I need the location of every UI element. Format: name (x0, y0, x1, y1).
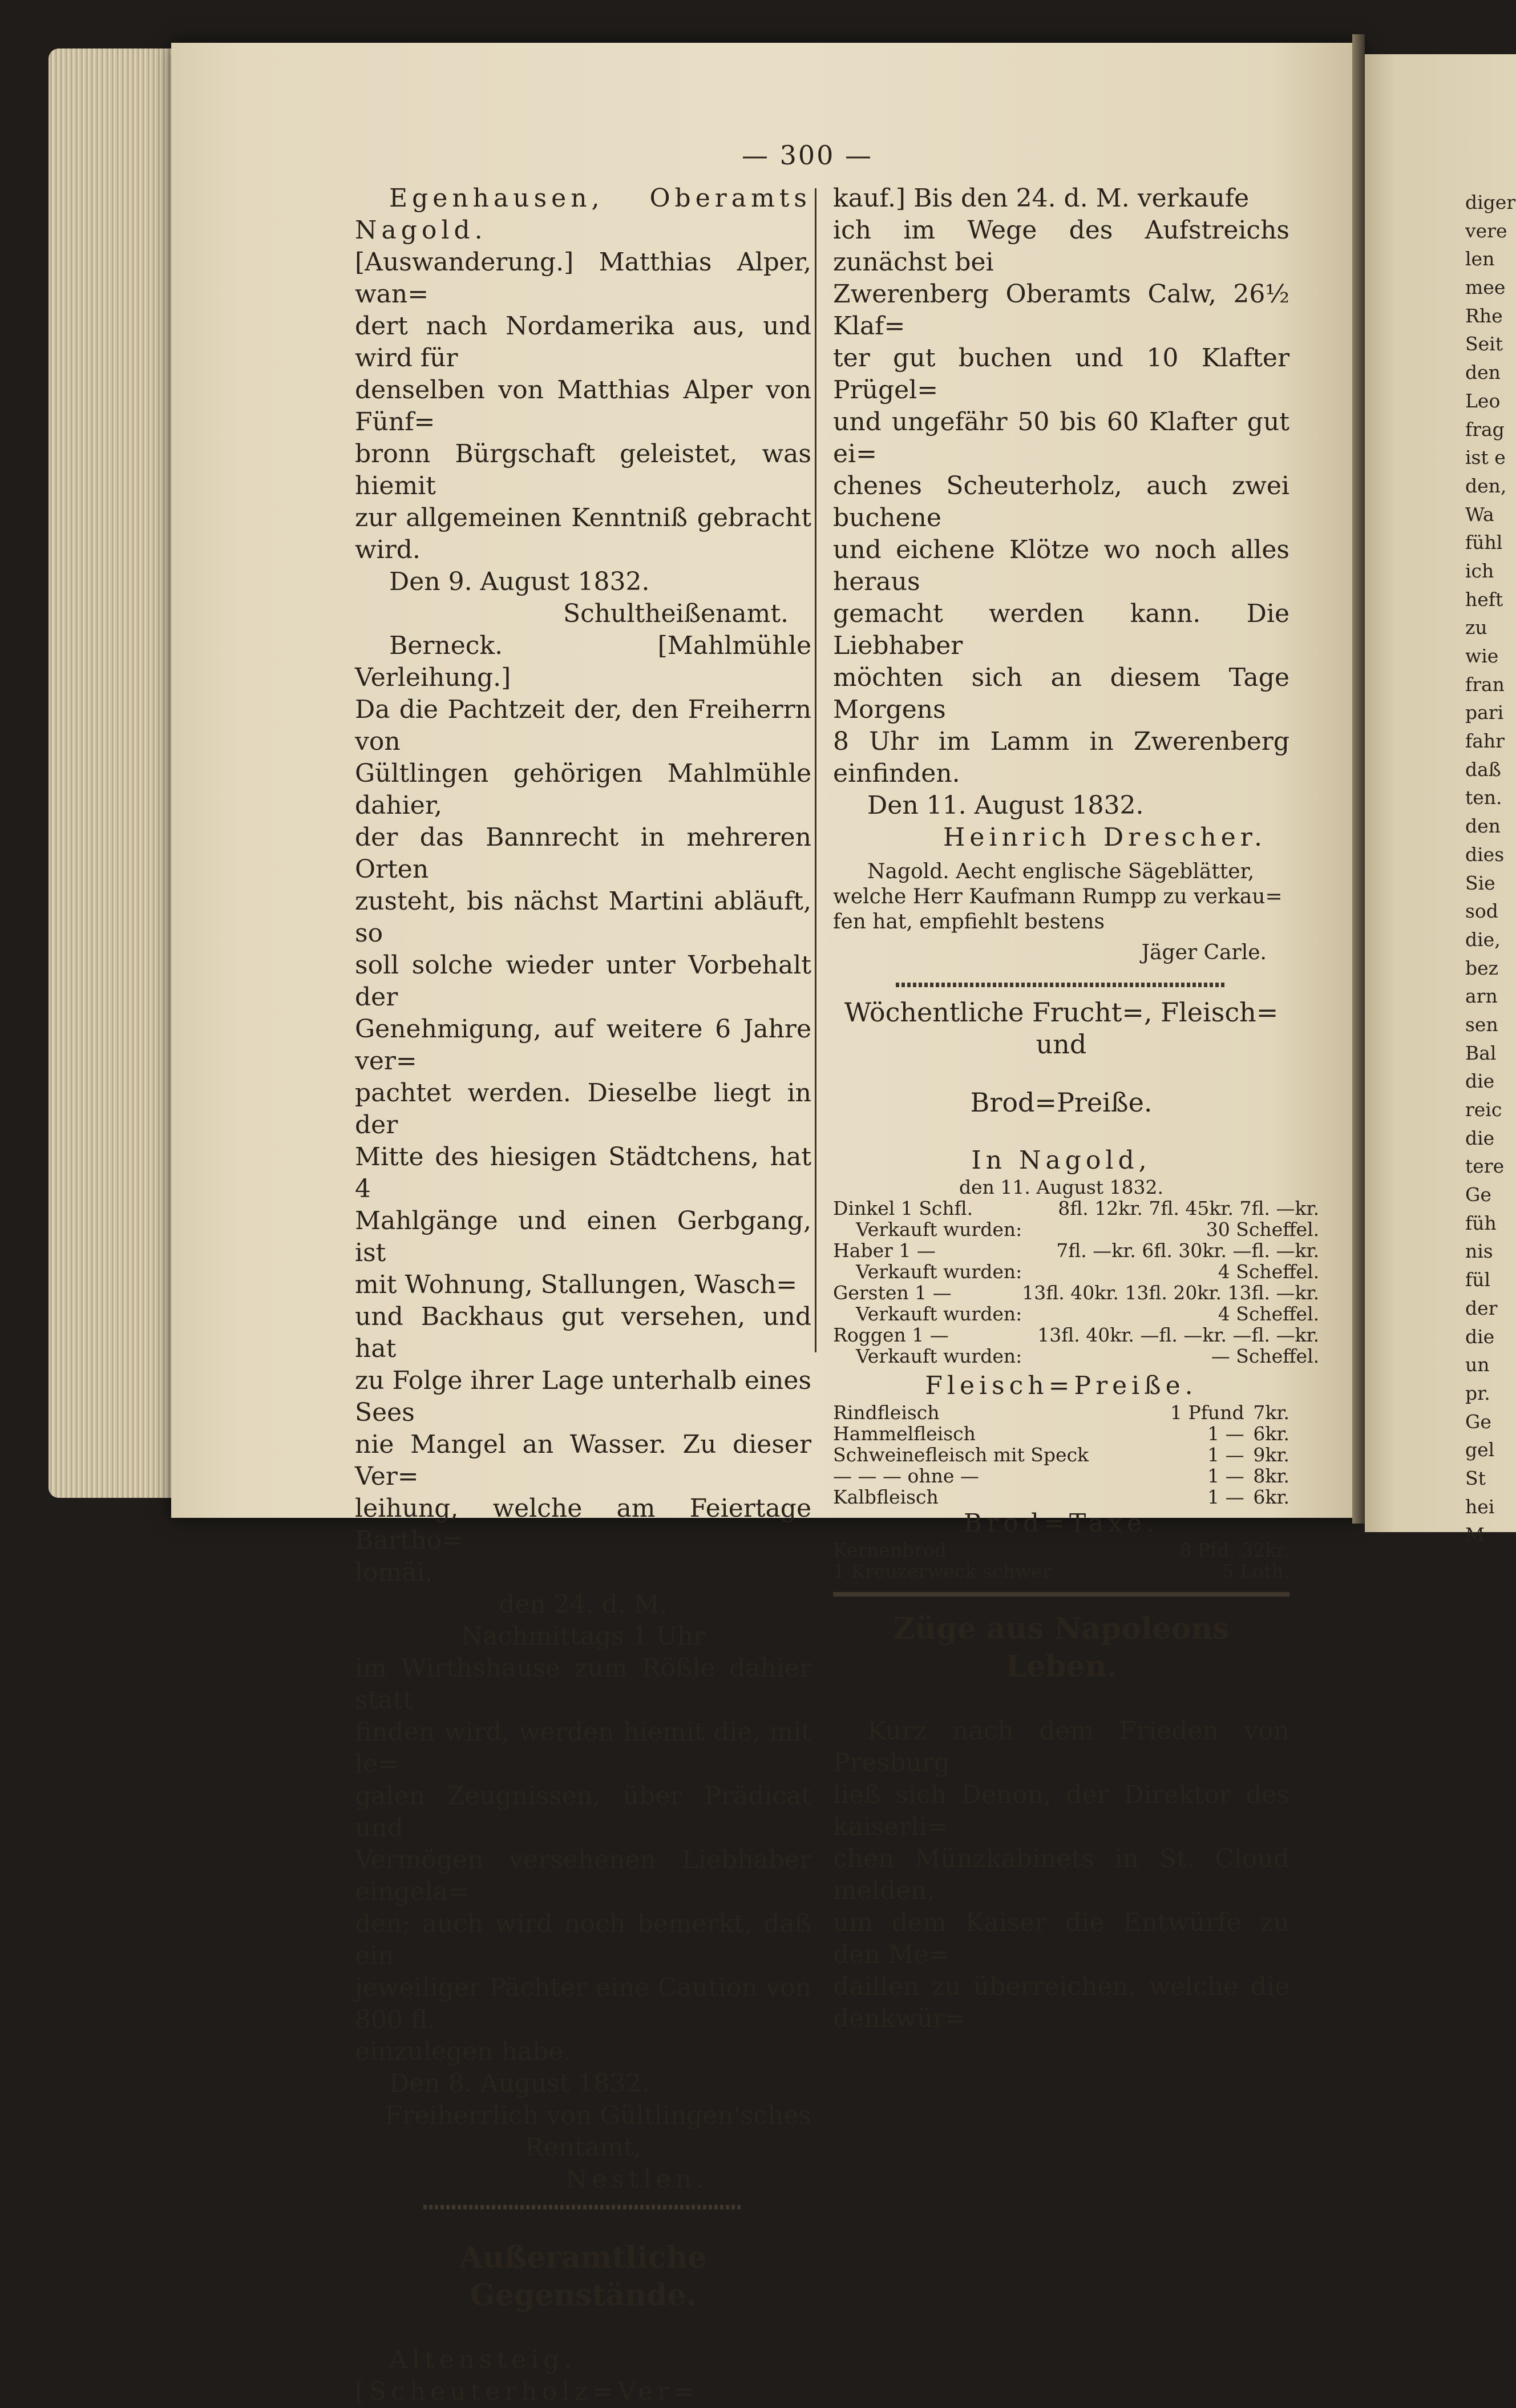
prices-heading-2: Brod=Preiße. (970, 1087, 1153, 1118)
meat-unit: 1 — (1207, 1465, 1244, 1487)
bread-heading: Brod=Taxe. (964, 1509, 1159, 1538)
text-line: zur allgemeinen Kenntniß gebracht wird. (355, 503, 811, 564)
grain-sold-label: Verkauft wurden: (856, 1260, 1022, 1283)
berneck-signature-2: Rentamt, (524, 2133, 642, 2162)
text-line: ich im Wege des Aufstreichs zunächst bei (833, 216, 1289, 277)
grain-sold-qty: 4 Scheffel. (1218, 1260, 1320, 1283)
fragment: len (1465, 248, 1495, 270)
text-line: mit Wohnung, Stallungen, Wasch= (355, 1270, 798, 1299)
fragment: die, (1465, 928, 1501, 951)
fragment: mee (1465, 276, 1506, 299)
text-line: zusteht, bis nächst Martini abläuft, so (355, 887, 811, 948)
fragment: bez (1465, 956, 1499, 979)
grain-name: Dinkel 1 Schfl. (833, 1197, 973, 1219)
text-line: kauf.] Bis den 24. d. M. verkaufe (833, 184, 1250, 213)
meat-unit: 1 — (1207, 1486, 1244, 1508)
berneck-notice (355, 694, 811, 1589)
fragment: frag (1465, 418, 1505, 441)
fragment: pr. (1465, 1381, 1490, 1404)
fragment: fahr (1465, 730, 1505, 753)
text-line: lomäi, (355, 1558, 433, 1587)
text-line: einzulegen habe. (355, 2037, 572, 2066)
grain-row (833, 1324, 1319, 1346)
grain-sold-row (833, 1303, 1319, 1324)
fragment: füh (1465, 1211, 1497, 1234)
text-line: Da die Pachtzeit der, den Freiherrn von (355, 695, 811, 756)
fragment: ich (1465, 559, 1494, 582)
egenhausen-signature: Schultheißenamt. (563, 599, 789, 628)
berneck-date: Den 8. August 1832. (389, 2069, 650, 2098)
meat-unit: 1 Pfund (1170, 1401, 1244, 1424)
fragment: zu (1465, 616, 1487, 639)
fragment: den, (1465, 474, 1507, 497)
text-line: bronn Bürgschaft geleistet, was hiemit (355, 439, 811, 500)
grain-sold-row (833, 1346, 1319, 1367)
fragment: hei (1465, 1495, 1495, 1518)
text-line: und eichene Klötze wo noch alles heraus (833, 535, 1289, 596)
fragment: reic (1465, 1098, 1502, 1121)
grain-sold-label: Verkauft wurden: (856, 1345, 1022, 1367)
fragment: wie (1465, 645, 1499, 667)
grain-prices: 13fl. 40kr. —fl. —kr. —fl. —kr. (1037, 1324, 1320, 1346)
column-divider (815, 188, 816, 1352)
berneck-signature-3: Nestlen. (565, 2165, 709, 2194)
grain-sold-row (833, 1219, 1319, 1240)
fragment: fühl (1465, 531, 1503, 554)
grain-sold-label: Verkauft wurden: (856, 1218, 1022, 1241)
bread-row (833, 1540, 1289, 1561)
text-line: ter gut buchen und 10 Klafter Prügel= (833, 344, 1289, 405)
fragment: gel (1465, 1439, 1495, 1461)
meat-row (833, 1423, 1289, 1444)
bread-amount: 5 Loth. (1222, 1560, 1289, 1582)
text-line: im Wirthshause zum Rößle dahier statt (355, 1654, 811, 1715)
egenhausen-notice (355, 247, 811, 566)
fragment: fül (1465, 1268, 1491, 1291)
fragment: Sie (1465, 871, 1495, 894)
text-line: Genehmigung, auf weitere 6 Jahre ver= (355, 1015, 811, 1076)
grain-row (833, 1282, 1319, 1303)
fragment: Seit (1465, 333, 1503, 355)
berneck-notice-continued (355, 1653, 811, 2068)
meat-unit: 1 — (1207, 1444, 1244, 1466)
meat-row (833, 1402, 1289, 1423)
fragment: sen (1465, 1013, 1498, 1036)
fragment: Rhe (1465, 304, 1503, 327)
text-line: Gültlingen gehörigen Mahlmühle dahier, (355, 759, 811, 820)
grain-sold-qty: 4 Scheffel. (1218, 1303, 1320, 1325)
page-number: — 300 — (742, 140, 874, 171)
grain-prices: 13fl. 40kr. 13fl. 20kr. 13fl. —kr. (1022, 1282, 1320, 1304)
egenhausen-place: Egenhausen, Oberamts Nagold. (355, 184, 811, 245)
meat-name: Schweinefleisch mit Speck (833, 1444, 1089, 1466)
text-line: finden wird, werden hiemit die, mit le= (355, 1718, 811, 1779)
right-column (833, 183, 1320, 2035)
grain-name: Roggen 1 — (833, 1324, 949, 1346)
egenhausen-date: Den 9. August 1832. (389, 567, 650, 596)
altensteig-notice (833, 183, 1289, 790)
bread-name: Kernenbrod (833, 1539, 947, 1561)
text-line: welche Herr Kaufmann Rumpp zu verkau= (833, 885, 1283, 908)
text-line: Vermögen versehenen Liebhaber eingela= (355, 1845, 811, 1906)
meat-name: Hammelfleisch (833, 1423, 976, 1445)
fragment: diger (1465, 191, 1516, 213)
next-page-text-fragments (1465, 188, 1516, 1549)
text-line: nie Mangel an Wasser. Zu dieser Ver= (355, 1430, 811, 1491)
fragment: vere (1465, 219, 1507, 242)
berneck-heading: Berneck. [Mahlmühle Verleihung.] (355, 631, 811, 692)
text-line: chenes Scheuterholz, auch zwei buchene (833, 471, 1289, 532)
section-rule (833, 1592, 1289, 1597)
grain-sold-row (833, 1261, 1319, 1282)
nagold-notice (833, 859, 1289, 965)
fragment: heft (1465, 588, 1503, 611)
text-line: fen hat, empfiehlt bestens (833, 910, 1105, 934)
fragment: die (1465, 1325, 1495, 1348)
grain-row (833, 1240, 1319, 1261)
book-gutter (1352, 34, 1365, 1524)
ornamental-rule (423, 2205, 743, 2209)
grain-sold-qty: 30 Scheffel. (1206, 1218, 1320, 1241)
fragment: M (1465, 1524, 1485, 1546)
meat-price: 8kr. (1253, 1465, 1289, 1487)
fragment: tere (1465, 1155, 1505, 1178)
fragment: arn (1465, 985, 1498, 1008)
text-line: den; auch wird noch bemerkt, daß ein (355, 1909, 811, 1970)
bread-row (833, 1561, 1289, 1582)
meat-row (833, 1444, 1289, 1465)
fragment: sod (1465, 900, 1498, 923)
altensteig-heading: Altensteig. [Scheuterholz=Ver= (355, 2345, 700, 2406)
text-line: daillen zu überreichen, welche die denkwür= (833, 1972, 1289, 2033)
fragment: der (1465, 1296, 1498, 1319)
text-line: gemacht werden kann. Die Liebhaber (833, 599, 1289, 660)
fragment: pari (1465, 701, 1504, 724)
text-line: Mitte des hiesigen Städtchens, hat 4 (355, 1142, 811, 1203)
fragment: den (1465, 361, 1501, 384)
meat-name: — — — ohne — (833, 1465, 979, 1487)
fragment: Ge (1465, 1183, 1491, 1206)
meat-row (833, 1486, 1289, 1508)
meat-name: Rindfleisch (833, 1401, 940, 1424)
fragment: fran (1465, 673, 1505, 696)
bread-price-table (833, 1540, 1289, 1582)
grain-row (833, 1198, 1319, 1219)
nagold-signature: Jäger Carle. (1141, 941, 1267, 964)
meat-unit: 1 — (1207, 1423, 1244, 1445)
text-line: Nagold. Aecht englische Sägeblätter, (867, 860, 1255, 883)
text-line: [Auswanderung.] Matthias Alper, wan= (355, 248, 811, 309)
berneck-center-date: den 24. d. M. (499, 1590, 668, 1619)
meat-price: 6kr. (1253, 1486, 1289, 1508)
berneck-center-time: Nachmittags 1 Uhr (460, 1622, 706, 1651)
prices-date: den 11. August 1832. (959, 1176, 1163, 1198)
section-heading: Außeramtliche Gegenstände. (459, 2240, 707, 2313)
fragment: nis (1465, 1240, 1493, 1263)
text-line: und ungefähr 50 bis 60 Klafter gut ei= (833, 407, 1289, 468)
grain-name: Haber 1 — (833, 1239, 936, 1262)
prices-place: In Nagold, (971, 1146, 1151, 1175)
fragment: die (1465, 1070, 1495, 1093)
fragment: St (1465, 1466, 1486, 1489)
text-line: denselben von Matthias Alper von Fünf= (355, 375, 811, 437)
altensteig-signature: Heinrich Drescher. (943, 823, 1267, 852)
fragment: dies (1465, 843, 1505, 866)
bread-name: 1 Kreuzerweck schwer (833, 1560, 1052, 1582)
meat-price: 9kr. (1253, 1444, 1289, 1466)
meat-row (833, 1465, 1289, 1486)
berneck-signature-1: Freiherrlich von Gültlingen'sches (385, 2101, 811, 2130)
fragment: die (1465, 1126, 1495, 1149)
text-line: chen Münzkabinets in St. Cloud melden, (833, 1844, 1289, 1905)
fragment: un (1465, 1354, 1490, 1376)
napoleon-article (833, 1715, 1289, 2035)
ornamental-rule (896, 983, 1227, 987)
grain-name: Gersten 1 — (833, 1282, 952, 1304)
grain-prices: 7fl. —kr. 6fl. 30kr. —fl. —kr. (1056, 1239, 1320, 1262)
fragment: den (1465, 815, 1501, 838)
fragment: ten. (1465, 786, 1502, 809)
napoleon-heading: Züge aus Napoleons Leben. (893, 1611, 1230, 1684)
text-line: pachtet werden. Dieselbe liegt in der (355, 1078, 811, 1140)
text-line: der das Bannrecht in mehreren Orten (355, 823, 811, 884)
fragment: Bal (1465, 1041, 1497, 1064)
text-line: jeweiliger Pächter eine Caution von 800 fl. (355, 1973, 811, 2034)
altensteig-date: Den 11. August 1832. (867, 791, 1144, 820)
text-line: Mahlgänge und einen Gerbgang, ist (355, 1206, 811, 1267)
text-line: möchten sich an diesem Tage Morgens (833, 663, 1289, 724)
text-line: Kurz nach dem Frieden von Presburg (833, 1716, 1289, 1777)
left-column (355, 183, 811, 2408)
text-line: leihung, welche am Feiertage Bartho= (355, 1494, 811, 1555)
meat-name: Kalbfleisch (833, 1486, 939, 1508)
prices-heading-1: Wöchentliche Frucht=, Fleisch= und (844, 997, 1279, 1060)
meat-price: 7kr. (1253, 1401, 1289, 1424)
meat-price-table (833, 1402, 1289, 1508)
fragment: Ge (1465, 1410, 1491, 1433)
text-line: galen Zeugnissen, über Prädicat und (355, 1781, 811, 1843)
grain-sold-label: Verkauft wurden: (856, 1303, 1022, 1325)
text-line: und Backhaus gut versehen, und hat (355, 1302, 811, 1363)
fragment: daß (1465, 758, 1501, 781)
grain-sold-qty: — Scheffel. (1211, 1345, 1320, 1367)
meat-heading: Fleisch=Preiße. (925, 1371, 1198, 1400)
text-line: 8 Uhr im Lamm in Zwerenberg einfinden. (833, 727, 1289, 788)
fragment: ist e (1465, 446, 1506, 469)
meat-price: 6kr. (1253, 1423, 1289, 1445)
grain-prices: 8fl. 12kr. 7fl. 45kr. 7fl. —kr. (1058, 1197, 1320, 1219)
bread-amount: 8 Pfd. 32kr. (1179, 1539, 1289, 1561)
text-line: ließ sich Denon, der Direktor des kaiserli= (833, 1780, 1289, 1841)
text-line: dert nach Nordamerika aus, und wird für (355, 312, 811, 373)
fragment: Wa (1465, 503, 1494, 526)
text-line: zu Folge ihrer Lage unterhalb eines Sees (355, 1366, 811, 1427)
text-line: Zwerenberg Oberamts Calw, 26½ Klaf= (833, 280, 1289, 341)
grain-price-table (833, 1198, 1319, 1367)
text-line: um dem Kaiser die Entwürfe zu den Me= (833, 1908, 1289, 1969)
fragment: Leo (1465, 389, 1501, 412)
text-line: soll solche wieder unter Vorbehalt der (355, 951, 811, 1012)
